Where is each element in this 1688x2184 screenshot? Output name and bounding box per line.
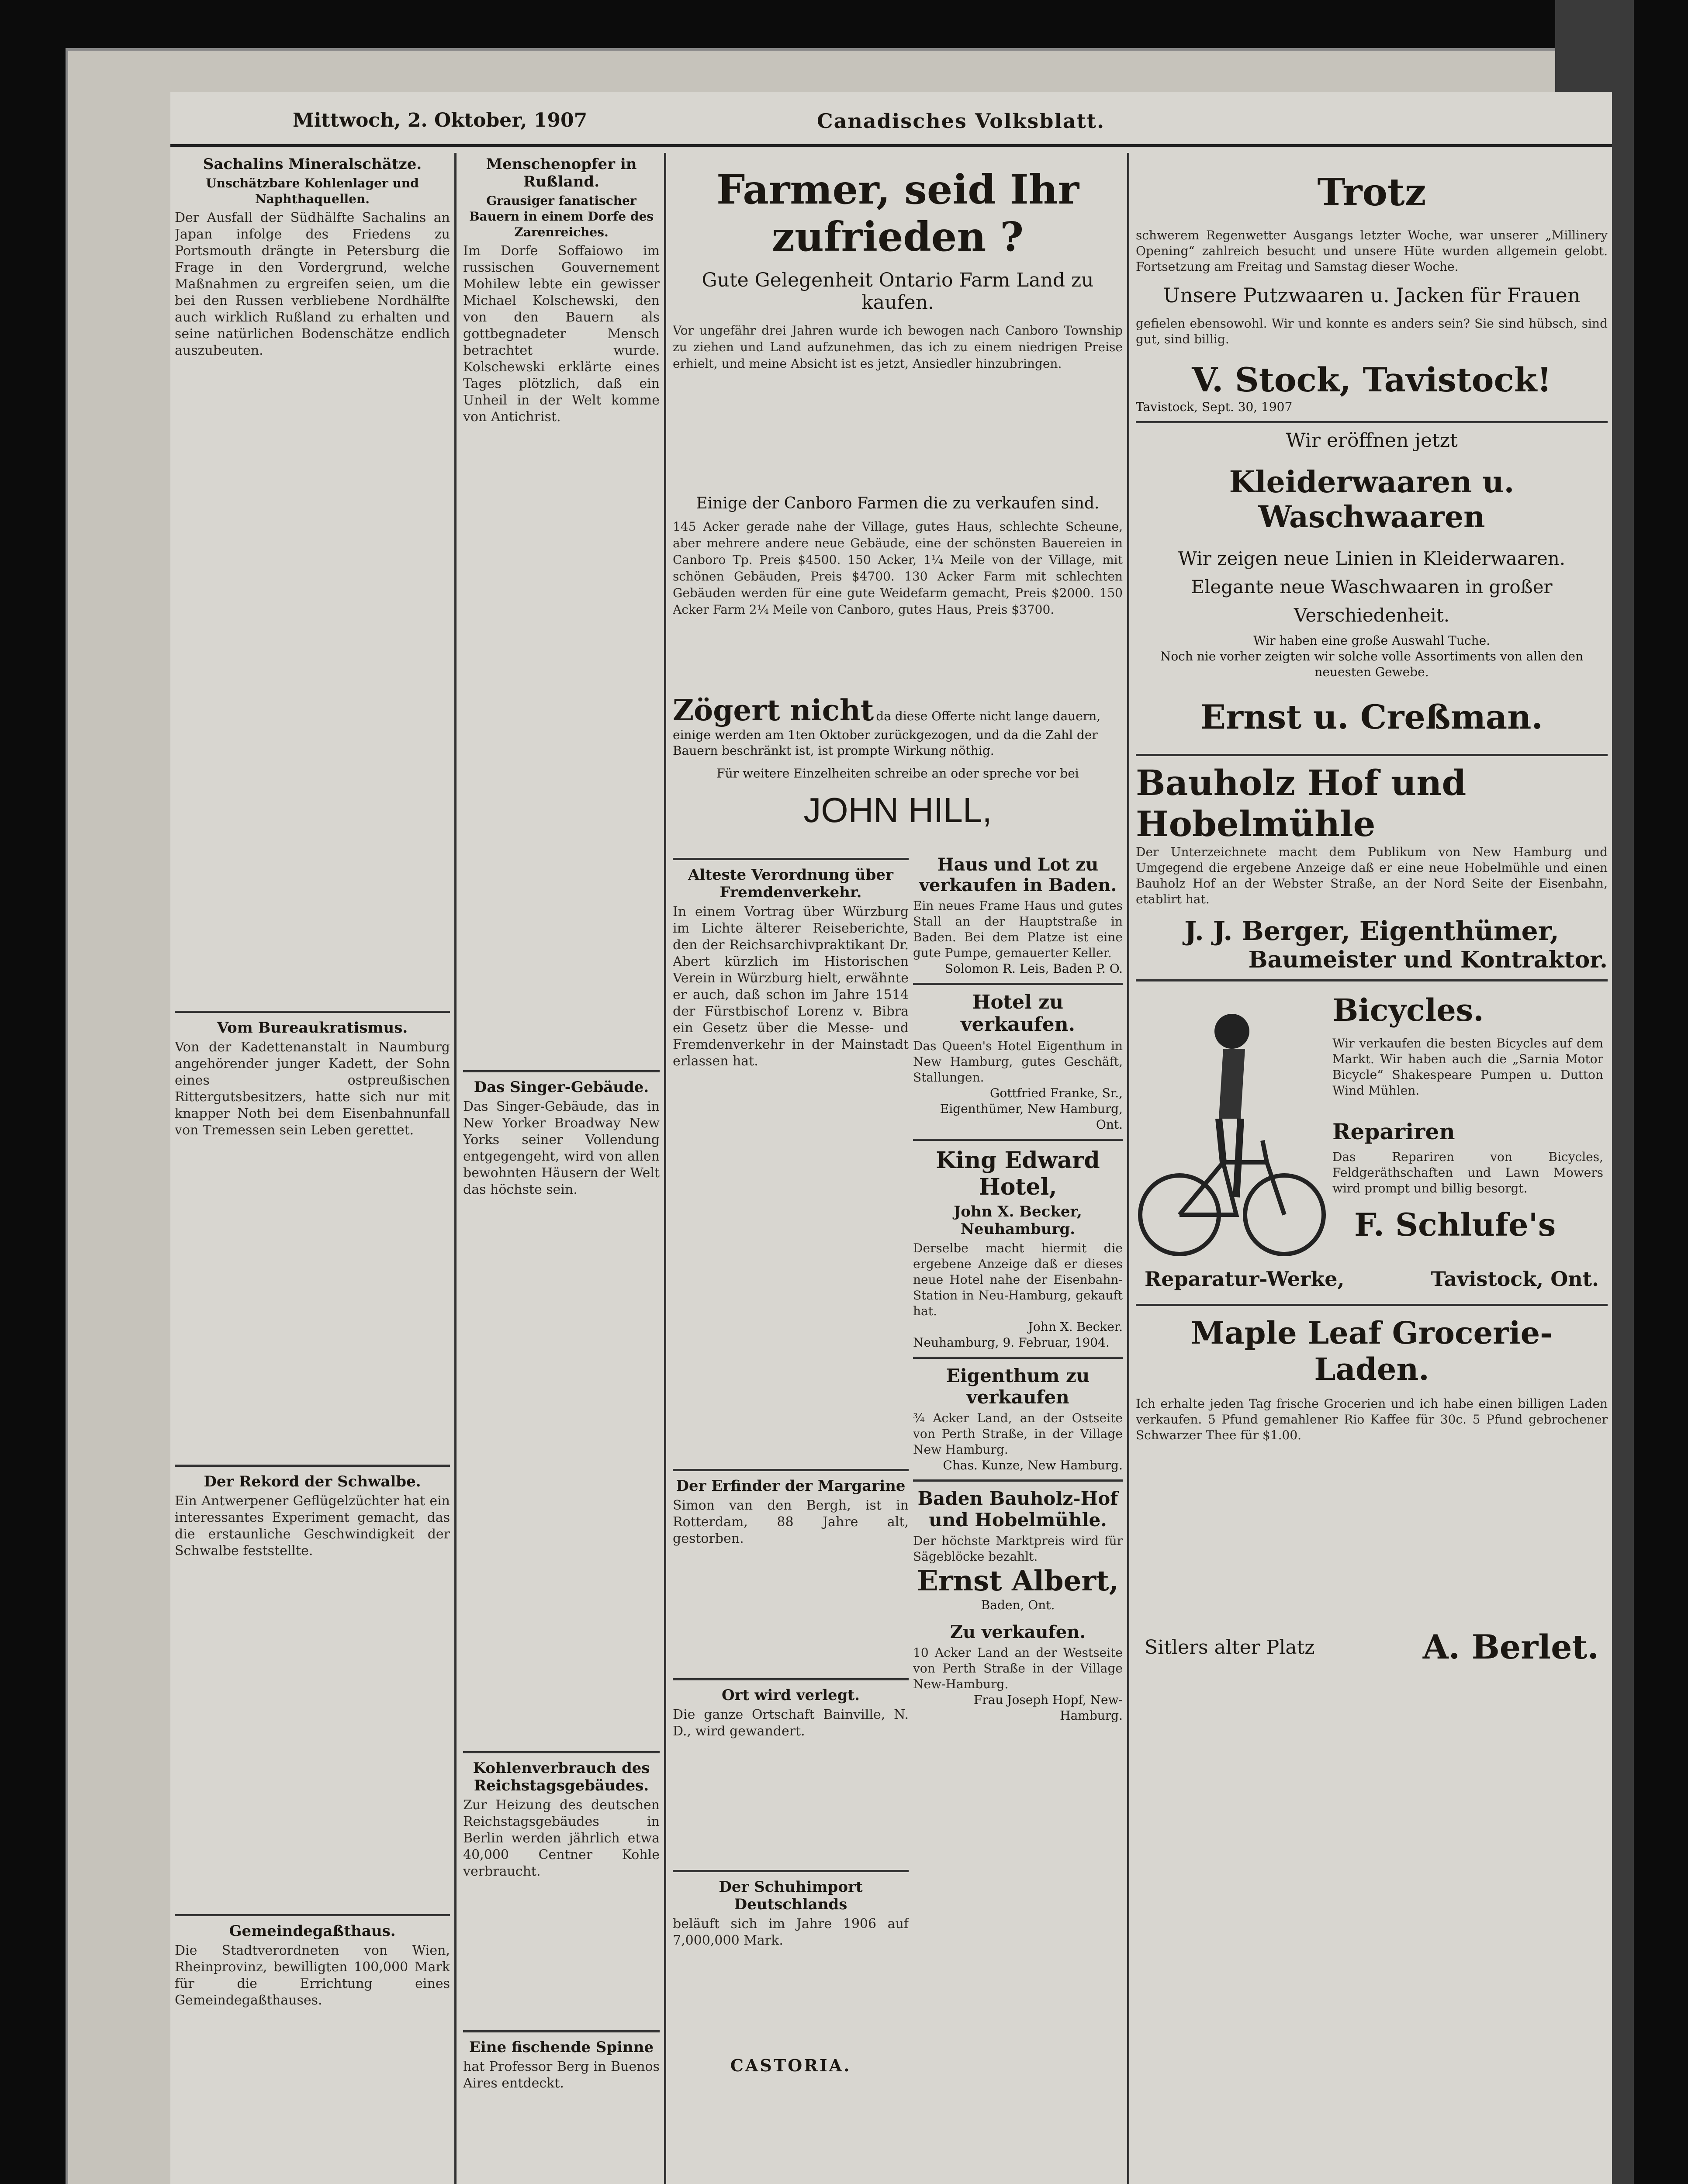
divider — [673, 858, 909, 860]
ad-trotz-date: Tavistock, Sept. 30, 1907 — [1136, 400, 1293, 414]
page-header — [170, 92, 1612, 147]
ad-ml-footer — [1136, 1623, 1608, 1667]
ad-name: Ernst Albert, — [917, 1565, 1119, 1597]
divider — [673, 1469, 909, 1471]
ad-bh-title1: Bauholz Hof und — [1136, 762, 1467, 803]
ad-title: Eigenthum zu verkaufen — [946, 1365, 1090, 1408]
divider — [913, 1357, 1123, 1359]
ad-zoegert: Zögert nicht — [673, 693, 874, 727]
article-title: Kohlenverbrauch des Reichstagsgebäudes. — [473, 1759, 650, 1794]
article-body: In einem Vortrag über Würzburg im Lichte älterer Reiseberichte, den der Reichsarchivpraktikant Dr. Abert kürzlich im Historischen Verein in Würzburg hielt, erwähnte er auch, daß schon im Jahre 1514 der Fürstbischof Lorenz v. Bibra ein Gesetz über die Messe- und Fremdenverkehr in der Mainstadt erlassen hat. — [673, 904, 909, 1069]
ad-intro: Vor ungefähr drei Jahren wurde ich bewogen nach Canboro Township zu ziehen und Land aufzunehmen, das ich zu einem niedrigen Preise erhielt, und meine Absicht ist es jetzt, Ansiedler hinzubringen. — [673, 323, 1123, 371]
header-date: Mittwoch, 2. Oktober, 1907 — [293, 109, 588, 131]
ad-signature: Gottfried Franke, Sr., Eigenthümer, New Hamburg, Ont. — [940, 1086, 1123, 1132]
ad-signature: John X. Becker. — [1028, 1320, 1123, 1334]
ad-bc-subline — [1136, 1267, 1608, 1298]
ad-bc-title: Bicycles. — [1332, 992, 1484, 1028]
farm-advertisement — [673, 153, 1123, 834]
article-title: Eine fischende Spinne — [469, 2039, 654, 2056]
divider — [463, 2030, 660, 2032]
article-title: Der Rekord der Schwalbe. — [204, 1473, 421, 1490]
ad-zoegert-text: da diese Offerte nicht lange dauern, einige werden am 1ten Oktober zurückgezogen, und da die Zahl der Bauern beschränkt ist, ist prompte Wirkung nöthig. — [673, 709, 1101, 758]
ad-body: Das Queen's Hotel Eigenthum in New Hamburg, gutes Geschäft, Stallungen. — [913, 1039, 1123, 1085]
divider — [913, 1139, 1123, 1141]
article-body: Von der Kadettenanstalt in Naumburg angehörender junger Kadett, der Sohn eines ostpreußischen Rittergutsbesitzers, hatte sich nur mit knapper Noth bei dem Eisenbahnunfall von Tremessen sein Leben gerettet. — [175, 1040, 450, 1138]
ad-kw-name: Ernst u. Creßman. — [1200, 698, 1543, 736]
article-title: Gemeindegaßthaus. — [229, 1922, 396, 1940]
divider — [175, 1011, 450, 1013]
ad-trotz-body: schwerem Regenwetter Ausgangs letzter Woche, war unserer „Millinery Opening“ zahlreich besucht und unsere Hüte wurden allgemein gelobt. Fortsetzung am Freitag und Samstag dieser Woche. — [1136, 228, 1608, 274]
divider — [1136, 421, 1608, 423]
article-body: Das Singer-Gebäude, das in New Yorker Broadway New Yorks seiner Vollendung entgegengeht, wird von allen bewohnten Häusern der Welt das höchste sein. — [463, 1099, 660, 1197]
ad-place: Baden, Ont. — [981, 1598, 1055, 1612]
ad-bh-name: J. J. Berger, Eigenthümer, — [1184, 916, 1559, 947]
ad-ml-place: Sitlers alter Platz — [1145, 1636, 1315, 1659]
ad-zoegert-block — [673, 693, 1123, 759]
article-title: Vom Bureaukratismus. — [217, 1019, 408, 1037]
ad-ml-title: Maple Leaf Grocerie-Laden. — [1190, 1315, 1553, 1387]
divider — [1136, 979, 1608, 981]
divider — [463, 1751, 660, 1753]
article-subtitle: Grausiger fanatischer Bauern in einem Dorfe des Zarenreiches. — [469, 194, 654, 239]
column-5-ads — [1136, 153, 1608, 2184]
divider — [175, 1465, 450, 1467]
ad-body: Ein neues Frame Haus und gutes Stall an der Hauptstraße in Baden. Bei dem Platze ist eine gute Pumpe, gemauerter Keller. — [913, 898, 1123, 960]
ad-signature: Chas. Kunze, New Hamburg. — [943, 1458, 1123, 1472]
ad-ml-body: Ich erhalte jeden Tag frische Grocerien und ich habe einen billigen Laden verkaufen. 5 Pfund gemahlener Rio Kaffee für 30c. 5 Pfund gebrochener Schwarzer Thee für $1.00. — [1136, 1396, 1608, 1442]
article-body: Simon van den Bergh, ist in Rotterdam, 88 Jahre alt, gestorben. — [673, 1498, 909, 1546]
ad-list-title: Einige der Canboro Farmen die zu verkaufen sind. — [696, 494, 1100, 512]
column-rule — [664, 153, 666, 2184]
ad-kw-line2: Elegante neue Waschwaaren in großer — [1191, 576, 1553, 598]
column-1 — [175, 153, 450, 2184]
article-body: Der Ausfall der Südhälfte Sachalins an Japan infolge des Friedens zu Portsmouth drängte in Petersburg die Frage in den Vordergrund, welche Maßnahmen zu ergreifen seien, um die bei den Russen verbliebene Nordhälfte auch wirklich Rußland zu erhalten und seine natürlichen Bodenschätze endlich auszubeuten. — [175, 210, 450, 358]
article-subtitle: Unschätzbare Kohlenlager und Naphthaquellen. — [206, 176, 419, 206]
newspaper-page — [170, 92, 1612, 2184]
ad-title: Zu verkaufen. — [950, 1622, 1086, 1642]
ad-signature: Frau Joseph Hopf, New-Hamburg. — [973, 1693, 1123, 1723]
ad-trotz-body2: gefielen ebensowohl. Wir und konnte es anders sein? Sie sind hübsch, sind gut, sind billig. — [1136, 316, 1608, 346]
ad-trotz-sub: Unsere Putzwaaren u. Jacken für Frauen — [1163, 283, 1581, 307]
ad-body: Derselbe macht hiermit die ergebene Anzeige daß er dieses neue Hotel nahe der Eisenbahn-Station in Neu-Hamburg, gekauft hat. — [913, 1241, 1123, 1318]
article-title: Sachalins Mineralschätze. — [203, 156, 422, 173]
ad-headline: Farmer, seid Ihr zufrieden ? — [716, 166, 1079, 260]
ad-body: ¾ Acker Land, an der Ostseite von Perth Straße, in der Village New Hamburg. — [913, 1411, 1123, 1457]
ad-signature: Solomon R. Leis, Baden P. O. — [944, 961, 1123, 976]
column-2 — [463, 153, 660, 2184]
article-body: Im Dorfe Soffaiowo im russischen Gouvernement Mohilew lebte ein gewisser Michael Kolschewski, den von den Bauern als gottbegnadeter Mensch betrachtet wurde. Kolschewski erklärte eines Tages plötzlich, daß ein Unheil in der Welt komme von Antichrist. — [463, 243, 660, 425]
ad-body: Der höchste Marktpreis wird für Sägeblöcke bezahlt. — [913, 1534, 1123, 1564]
ad-bc-sub1: Reparatur-Werke, — [1145, 1267, 1345, 1291]
ad-contact-line: Für weitere Einzelheiten schreibe an oder spreche vor bei — [716, 766, 1079, 781]
divider — [1136, 754, 1608, 756]
article-body: Die ganze Ortschaft Bainville, N. D., wird gewandert. — [673, 1707, 909, 1739]
ad-bh-role: Baumeister und Kontraktor. — [1248, 947, 1608, 973]
ad-date: Neuhamburg, 9. Februar, 1904. — [913, 1335, 1110, 1350]
ad-bh-title2: Hobelmühle — [1136, 803, 1376, 844]
ad-kw-intro: Wir eröffnen jetzt — [1286, 429, 1458, 452]
column-rule — [1127, 153, 1129, 2184]
ad-title: Baden Bauholz-Hof und Hobelmühle. — [917, 1488, 1118, 1531]
article-title: Das Singer-Gebäude. — [474, 1078, 649, 1096]
divider — [673, 1870, 909, 1872]
divider — [463, 1070, 660, 1072]
ad-list: 145 Acker gerade nahe der Village, gutes Haus, schlechte Scheune, aber mehrere andere neue Gebäude, eine der schönsten Bauereien in Canboro Tp. Preis $4500. 150 Acker, 1¼ Meile von der Village, mit schönen Gebäuden, Preis $4700. 130 Acker Farm mit schlechten Gebäuden werden für eine gute Weidefarm gemacht, Preis $2000. 150 Acker Farm 2¼ Meile von Canboro, gutes Haus, Preis $3700. — [673, 519, 1123, 617]
article-title: Der Schuhimport Deutschlands — [719, 1878, 863, 1913]
bicycle-rider-icon — [1136, 996, 1328, 1267]
newspaper-title: Canadisches Volksblatt. — [817, 109, 1105, 133]
article-body: Die Stadtverordneten von Wien, Rheinprovinz, bewilligten 100,000 Mark für die Errichtung eines Gemeindegaßthauses. — [175, 1943, 450, 2008]
column-4-ads — [913, 852, 1123, 2184]
article-body: Zur Heizung des deutschen Reichstagsgebäudes in Berlin werden jährlich etwa 40,000 Centner Kohle verbraucht. — [463, 1797, 660, 1879]
ad-bicycles — [1136, 988, 1608, 1267]
article-title: Menschenopfer in Rußland. — [486, 156, 637, 190]
ad-bc-rep: Repariren — [1332, 1119, 1455, 1144]
ad-bc-name: F. Schlufe's — [1354, 1206, 1556, 1243]
ad-title: Haus und Lot zu verkaufen in Baden. — [919, 854, 1117, 895]
ad-subheadline: Gute Gelegenheit Ontario Farm Land zu kaufen. — [702, 269, 1094, 314]
article-body: Ein Antwerpener Geflügelzüchter hat ein interessantes Experiment gemacht, das die erstaunliche Geschwindigkeit der Schwalbe feststellte. — [175, 1493, 450, 1559]
divider — [913, 983, 1123, 985]
ad-kw-small1: Wir haben eine große Auswahl Tuche. — [1253, 633, 1491, 648]
article-body: hat Professor Berg in Buenos Aires entdeckt. — [463, 2059, 660, 2091]
castoria-ad: CASTORIA. — [730, 2056, 851, 2075]
article-title: Alteste Verordnung über Fremdenverkehr. — [688, 866, 893, 901]
ad-subtitle: John X. Becker, Neuhamburg. — [954, 1203, 1082, 1238]
ad-title: King Edward Hotel, — [936, 1147, 1100, 1200]
article-title: Der Erfinder der Margarine — [676, 1477, 906, 1495]
ad-kw-line3: Verschiedenheit. — [1294, 605, 1450, 626]
article-body: beläuft sich im Jahre 1906 auf 7,000,000 Mark. — [673, 1916, 909, 1948]
ad-kw-title: Kleiderwaaren u. Waschwaaren — [1229, 465, 1515, 535]
ad-trotz-name: V. Stock, Tavistock! — [1192, 360, 1552, 399]
ad-trotz-title: Trotz — [1317, 170, 1426, 214]
ad-kw-line1: Wir zeigen neue Linien in Kleiderwaaren. — [1178, 548, 1566, 569]
column-rule — [454, 153, 457, 2184]
column-3-articles — [673, 852, 909, 2184]
ad-title: Hotel zu verkaufen. — [961, 991, 1075, 1036]
article-title: Ort wird verlegt. — [722, 1686, 860, 1704]
ad-body: 10 Acker Land an der Westseite von Perth Straße in der Village New-Hamburg. — [913, 1645, 1123, 1691]
divider — [1136, 1304, 1608, 1306]
ad-bc-rep-body: Das Repariren von Bicycles, Feldgeräthschaften und Lawn Mowers wird prompt und billig besorgt. — [1332, 1150, 1603, 1196]
ad-kw-small2: Noch nie vorher zeigten wir solche volle Assortiments von allen den neuesten Gewebe. — [1160, 649, 1584, 679]
ad-ml-name: A. Berlet. — [1422, 1628, 1599, 1666]
ad-bc-sub2: Tavistock, Ont. — [1431, 1267, 1599, 1291]
divider — [175, 1914, 450, 1916]
divider — [913, 1479, 1123, 1482]
ad-bc-body: Wir verkaufen die besten Bicycles auf dem Markt. Wir haben auch die „Sarnia Motor Bicycle“ Shakespeare Pumpen u. Dutton Wind Mühlen. — [1332, 1036, 1603, 1098]
ad-bh-body: Der Unterzeichnete macht dem Publikum von New Hamburg und Umgegend die ergebene Anzeige daß er eine neue Hobelmühle und einen Bauholz Hof an der Webster Straße, an der Nord Seite der Eisenbahn, etablirt hat. — [1136, 845, 1608, 906]
ad-contact-name: JOHN HILL, — [803, 791, 992, 829]
divider — [673, 1678, 909, 1680]
